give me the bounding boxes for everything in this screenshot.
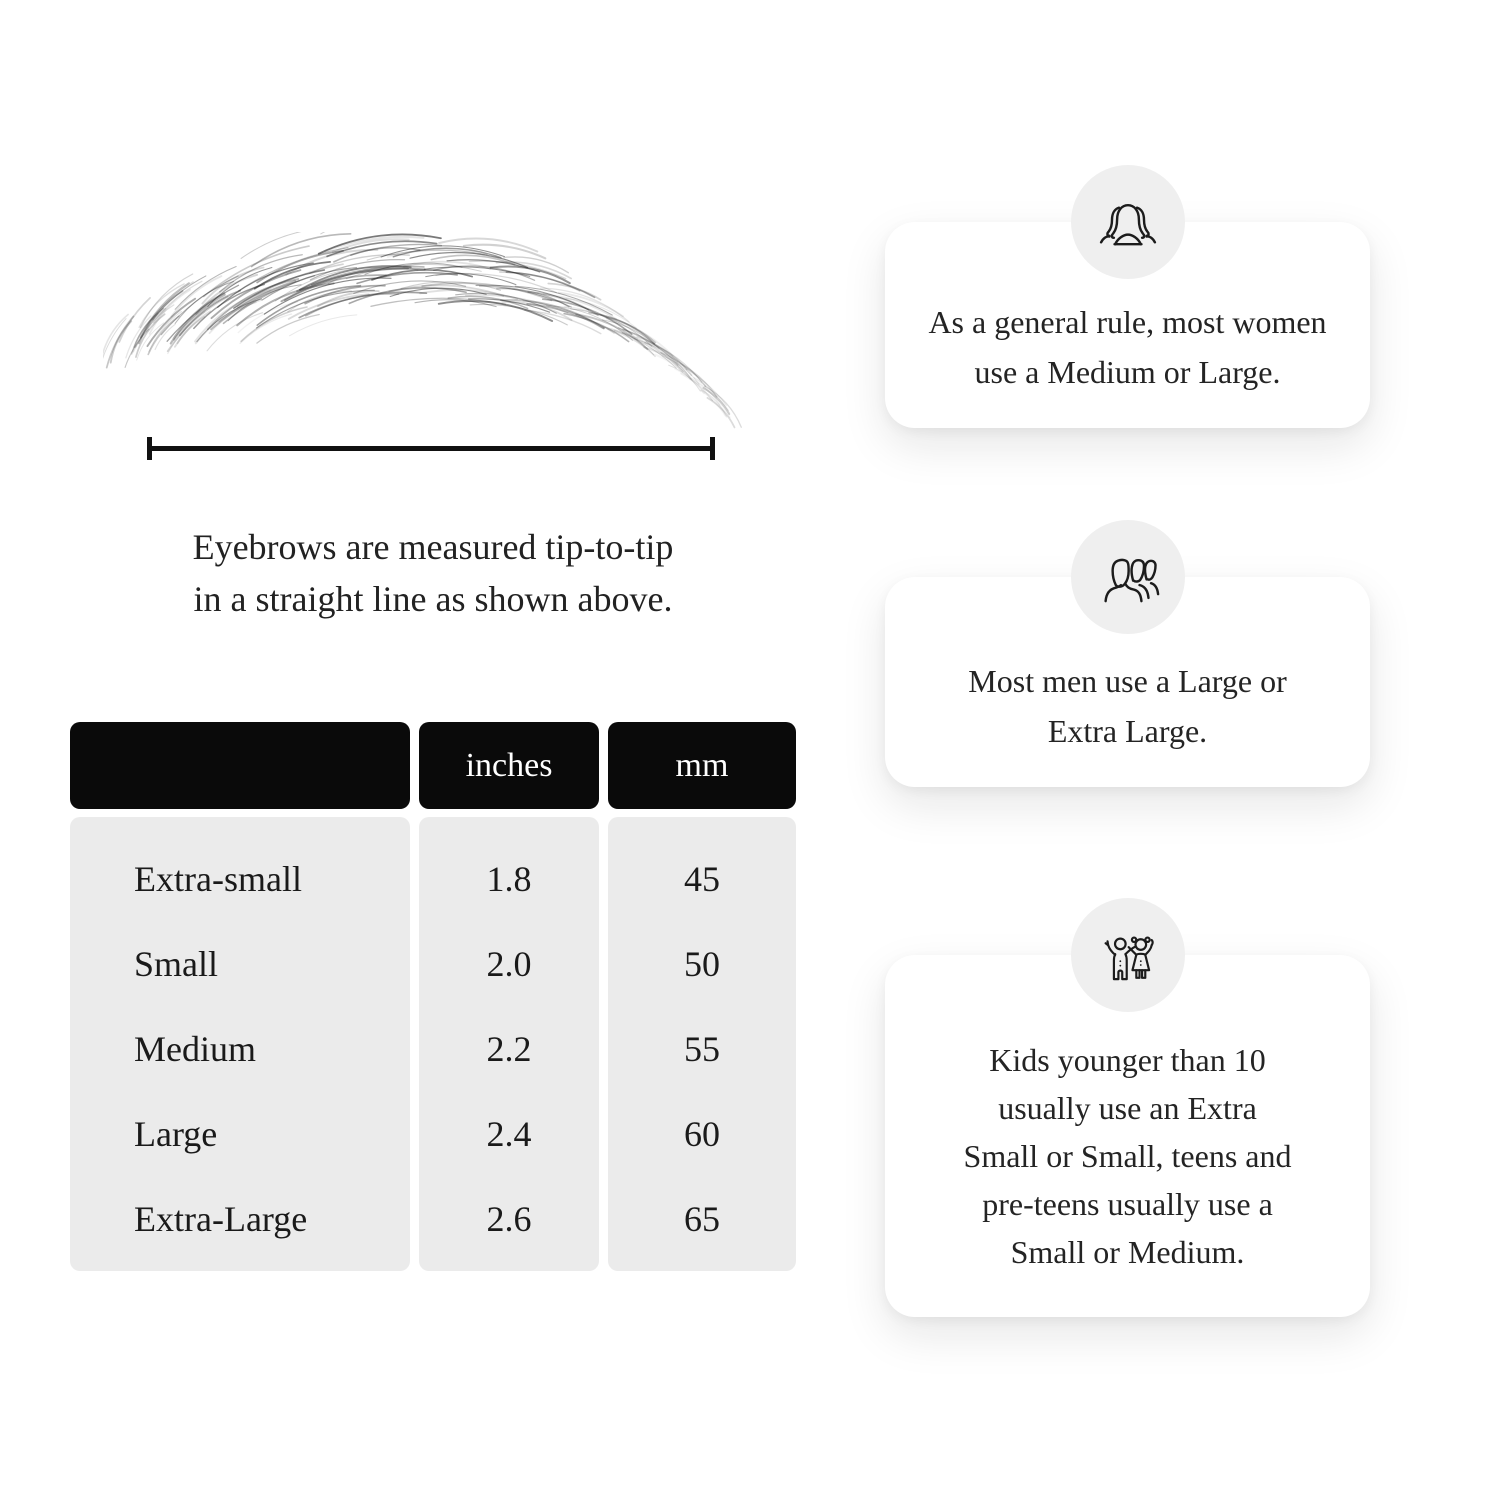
caption-line-1: Eyebrows are measured tip-to-tip [192, 527, 674, 567]
measurement-line-left-tick [147, 437, 152, 460]
size-inches-value: 2.6 [486, 1198, 532, 1239]
card-text-line: Most men use a Large or [968, 663, 1287, 699]
eyebrow-illustration [103, 232, 748, 432]
size-mm-value: 50 [684, 944, 720, 985]
size-row-label: Small [134, 944, 219, 985]
header-inches-text: inches [465, 746, 553, 784]
size-row-label: Extra-small [134, 859, 302, 900]
size-inches-value: 2.4 [486, 1113, 532, 1154]
size-row-label: Medium [134, 1028, 256, 1069]
card-text-line: Extra Large. [1047, 713, 1208, 749]
size-mm-value: 55 [684, 1028, 720, 1069]
size-table-label-column [70, 817, 410, 1271]
measurement-line [150, 446, 714, 451]
card-text-line: usually use an Extra [998, 1090, 1257, 1126]
size-inches-value: 2.2 [486, 1028, 532, 1069]
measurement-caption [100, 521, 766, 625]
card-text-line: use a Medium or Large. [974, 354, 1281, 390]
size-mm-value: 45 [684, 859, 720, 900]
men-group-icon [1071, 520, 1185, 634]
size-inches-value: 1.8 [486, 859, 532, 900]
info-card-men [885, 577, 1370, 787]
size-mm-value: 60 [684, 1113, 720, 1154]
card-text-line: Kids younger than 10 [989, 1042, 1266, 1078]
size-table-header-mm [608, 722, 796, 809]
size-inches-value: 2.0 [486, 944, 532, 985]
women-group-icon [1071, 165, 1185, 279]
size-table-header-inches [419, 722, 599, 809]
kids-icon [1071, 898, 1185, 1012]
size-table-header-blank [70, 722, 410, 809]
card-text-line: pre-teens usually use a [982, 1186, 1273, 1222]
card-text-line: As a general rule, most women [928, 304, 1327, 340]
size-table-inches-column [419, 817, 599, 1271]
size-mm-value: 65 [684, 1198, 720, 1239]
size-row-label: Large [134, 1113, 218, 1154]
size-table [70, 722, 796, 1271]
measurement-line-right-tick [710, 437, 715, 460]
card-text-line: Small or Small, teens and [963, 1138, 1292, 1174]
header-mm-text: mm [675, 746, 729, 784]
caption-line-2: in a straight line as shown above. [193, 579, 673, 619]
size-table-mm-column [608, 817, 796, 1271]
size-row-label: Extra-Large [134, 1198, 308, 1239]
info-card-kids [885, 955, 1370, 1317]
info-card-women [885, 222, 1370, 428]
card-text-line: Small or Medium. [1010, 1234, 1245, 1270]
